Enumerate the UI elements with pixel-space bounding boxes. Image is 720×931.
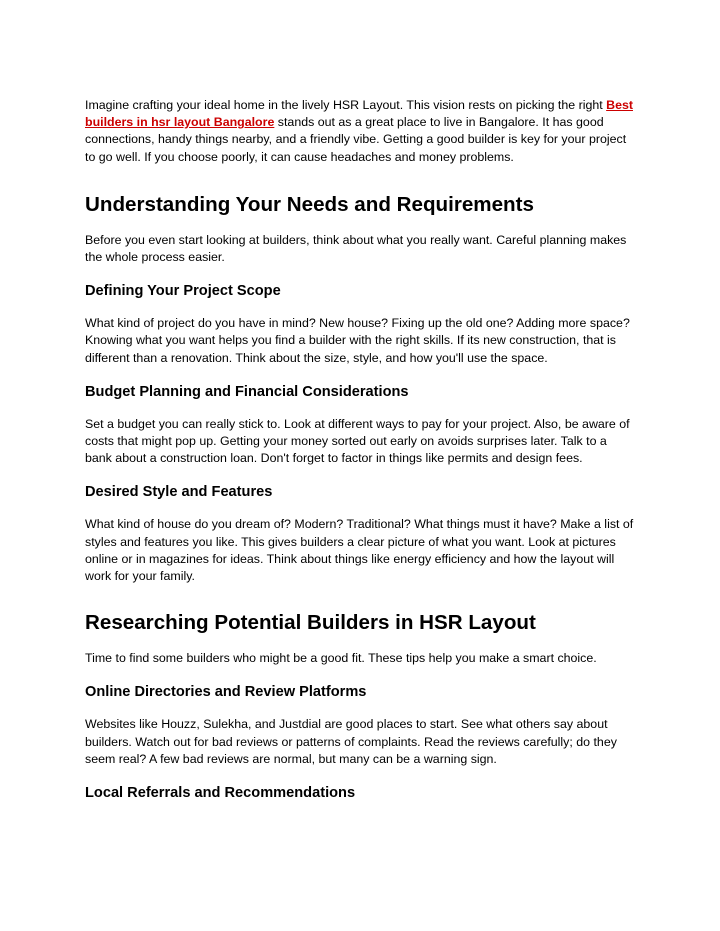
document-page [85,96,635,803]
heading-online: Online Directories and Review Platforms [85,684,367,701]
heading-referrals: Local Referrals and Recommendations [85,785,356,802]
heading-needs: Understanding Your Needs and Requirements [85,192,534,216]
intro-text-before-link: Imagine crafting your ideal home in the lively HSR Layout. This vision rests on picking the right [85,98,607,112]
paragraph-research: Time to find some builders who might be a good fit. These tips help you make a smart choice. [85,651,597,666]
paragraph-budget: Set a budget you can really stick to. Look at different ways to pay for your project. Also, be aware of costs that might pop up. Getting your money sorted out early on avoids surprises later. Talk to a bank about a construction loan. Don't forget to factor in things like permits and design fees. [85,416,630,466]
paragraph-scope: What kind of project do you have in mind? New house? Fixing up the old one? Adding more space? Knowing what you want helps you find a builder with the right skills. If its new construction, that is different than a renovation. Think about the size, style, and how you'll use the space. [85,316,630,365]
paragraph-style: What kind of house do you dream of? Modern? Traditional? What things must it have? Make a list of styles and features you like. This gives builders a clear picture of what you want. Look at pictures online or in magazines for ideas. Think about things like energy efficiency and how the layout will work for your family. [85,517,634,584]
builders-link[interactable]: Best builders in hsr layout Bangalore [85,98,633,130]
heading-scope: Defining Your Project Scope [85,283,281,300]
intro-text-after-link: stands out as a great place to live in Bangalore. It has good connections, handy things nearby, and a friendly vibe. Getting a good builder is key for your project to go well. If you choose poorly, it can cause headaches and money problems. [85,115,627,164]
heading-style: Desired Style and Features [85,484,273,501]
heading-budget: Budget Planning and Financial Considerations [85,383,409,400]
heading-research: Researching Potential Builders in HSR Layout [85,611,536,635]
paragraph-online: Websites like Houzz, Sulekha, and Justdial are good places to start. See what others say about builders. Watch out for bad reviews or patterns of complaints. Read the reviews carefully; do they seem real? A few bad reviews are normal, but many can be a warning sign. [85,717,617,766]
intro-paragraph [85,97,635,166]
paragraph-needs: Before you even start looking at builders, think about what you really want. Careful planning makes the whole process easier. [85,232,627,265]
